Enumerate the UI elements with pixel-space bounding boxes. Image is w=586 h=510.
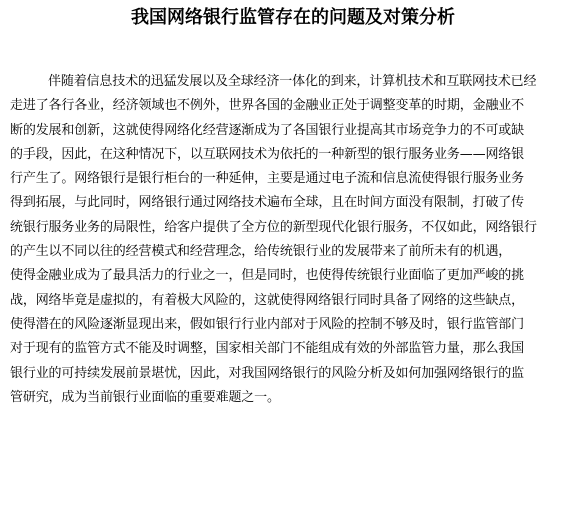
paragraph-line: 使得金融业成为了最具活力的行业之一，但是同时，也使得传统银行业面临了更加严峻的挑 (10, 268, 525, 284)
paragraph-line: 战，网络毕竟是虚拟的，有着极大风险的，这就使得网络银行同时具备了网络的这些缺点， (10, 292, 525, 308)
paragraph-line: 走进了各行各业，经济领域也不例外，世界各国的金融业正处于调整变革的时期，金融业不 (10, 98, 525, 114)
paragraph-line: 银行业的可持续发展前景堪忧，因此，对我国网络银行的风险分析及如何加强网络银行的监 (10, 365, 525, 381)
paragraph-line: 伴随着信息技术的迅猛发展以及全球经济一体化的到来，计算机技术和互联网技术已经 (48, 74, 537, 89)
paragraph-line: 对于现有的监管方式不能及时调整，国家相关部门不能组成有效的外部监管力量，那么我国 (10, 341, 525, 357)
paragraph-line: 管研究，成为当前银行业面临的重要难题之一。 (10, 389, 280, 405)
paragraph-line: 统银行服务业务的局限性，给客户提供了全方位的新型现代化银行服务，不仅如此，网络银行 (10, 219, 537, 235)
body-paragraph (10, 70, 580, 410)
paragraph-line: 使得潜在的风险逐渐显现出来，假如银行行业内部对于风险的控制不够及时，银行监管部门 (10, 316, 525, 332)
document-title: 我国网络银行监管存在的问题及对策分析 (131, 7, 455, 28)
paragraph-line: 行产生了。网络银行是银行柜台的一种延伸，主要是通过电子流和信息流使得银行服务业务 (10, 171, 525, 187)
paragraph-line: 的产生以不同以往的经营模式和经营理念，给传统银行业的发展带来了前所未有的机遇， (10, 244, 512, 260)
paragraph-line: 得到拓展，与此同时，网络银行通过网络技术遍布全球，且在时间方面没有限制，打破了传 (10, 195, 525, 211)
paragraph-line: 的手段，因此，在这种情况下，以互联网技术为依托的一种新型的银行服务业务——网络银 (10, 146, 525, 162)
paragraph-line: 断的发展和创新，这就使得网络化经营逐渐成为了各国银行业提高其市场竞争力的不可或缺 (10, 122, 525, 138)
